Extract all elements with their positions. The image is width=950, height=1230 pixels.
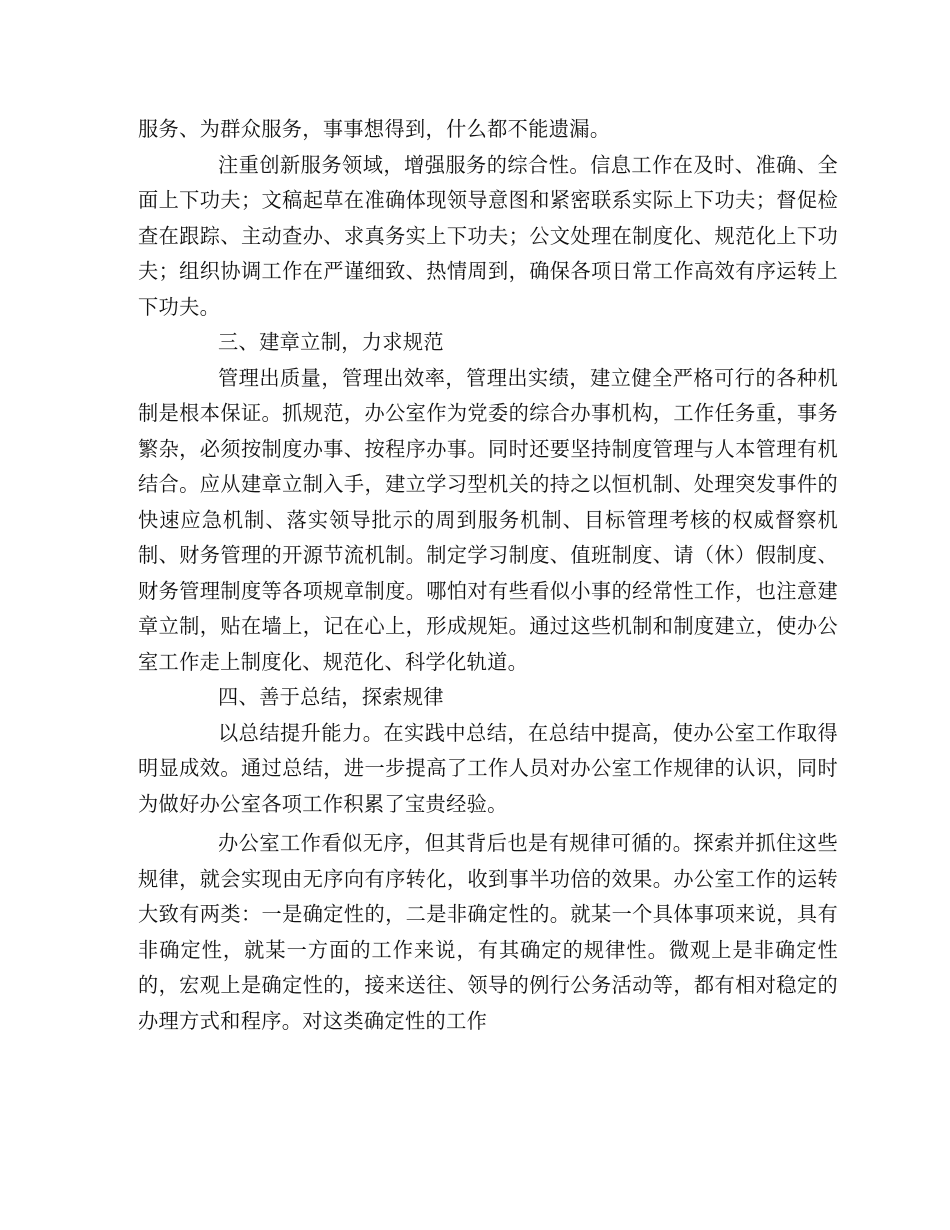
paragraph-rules-system: 管理出质量，管理出效率，管理出实绩，建立健全严格可行的各种机制是根本保证。抓规范，办公室作为党委的综合办事机构，工作任务重，事务繁杂，必须按制度办事、按程序办事。同时还要坚持制度管理与人本管理有机结合。应从建章立制入手，建立学习型机关的持之以恒机制、处理突发事件的快速应急机制、落实领导批示的周到服务机制、目标管理考核的权威督察机制、财务管理的开源节流机制。制定学习制度、值班制度、请（休）假制度、财务管理制度等各项规章制度。哪怕对有些看似小事的经常性工作，也注意建章立制，贴在墙上，记在心上，形成规矩。通过这些机制和制度建立，使办公室工作走上制度化、规范化、科学化轨道。 — [138, 365, 838, 674]
document-body — [138, 112, 838, 1039]
section-heading-3: 三、建章立制，力求规范 — [218, 330, 444, 354]
paragraph-summary-ability: 以总结提升能力。在实践中总结，在总结中提高，使办公室工作取得明显成效。通过总结，进一步提高了工作人员对办公室工作规律的认识，同时为做好办公室各项工作积累了宝贵经验。 — [138, 720, 838, 816]
paragraph-continuation: 服务、为群众服务，事事想得到，什么都不能遗漏。 — [138, 117, 611, 141]
paragraph-work-patterns: 办公室工作看似无序，但其背后也是有规律可循的。探索并抓住这些规律，就会实现由无序向有序转化，收到事半功倍的效果。办公室工作的运转大致有两类：一是确定性的，二是非确定性的。就某一个具体事项来说，具有非确定性，就某一方面的工作来说，有其确定的规律性。微观上是非确定性的，宏观上是确定性的，接来送往、领导的例行公务活动等，都有相对稳定的办理方式和程序。对这类确定性的工作 — [138, 831, 838, 1033]
paragraph-service-innovation: 注重创新服务领域，增强服务的综合性。信息工作在及时、准确、全面上下功夫；文稿起草在准确体现领导意图和紧密联系实际上下功夫；督促检查在跟踪、主动查办、求真务实上下功夫；公文处理在制度化、规范化上下功夫；组织协调工作在严谨细致、热情周到，确保各项日常工作高效有序运转上下功夫。 — [138, 152, 838, 319]
section-heading-4: 四、善于总结，探索规律 — [218, 685, 444, 709]
